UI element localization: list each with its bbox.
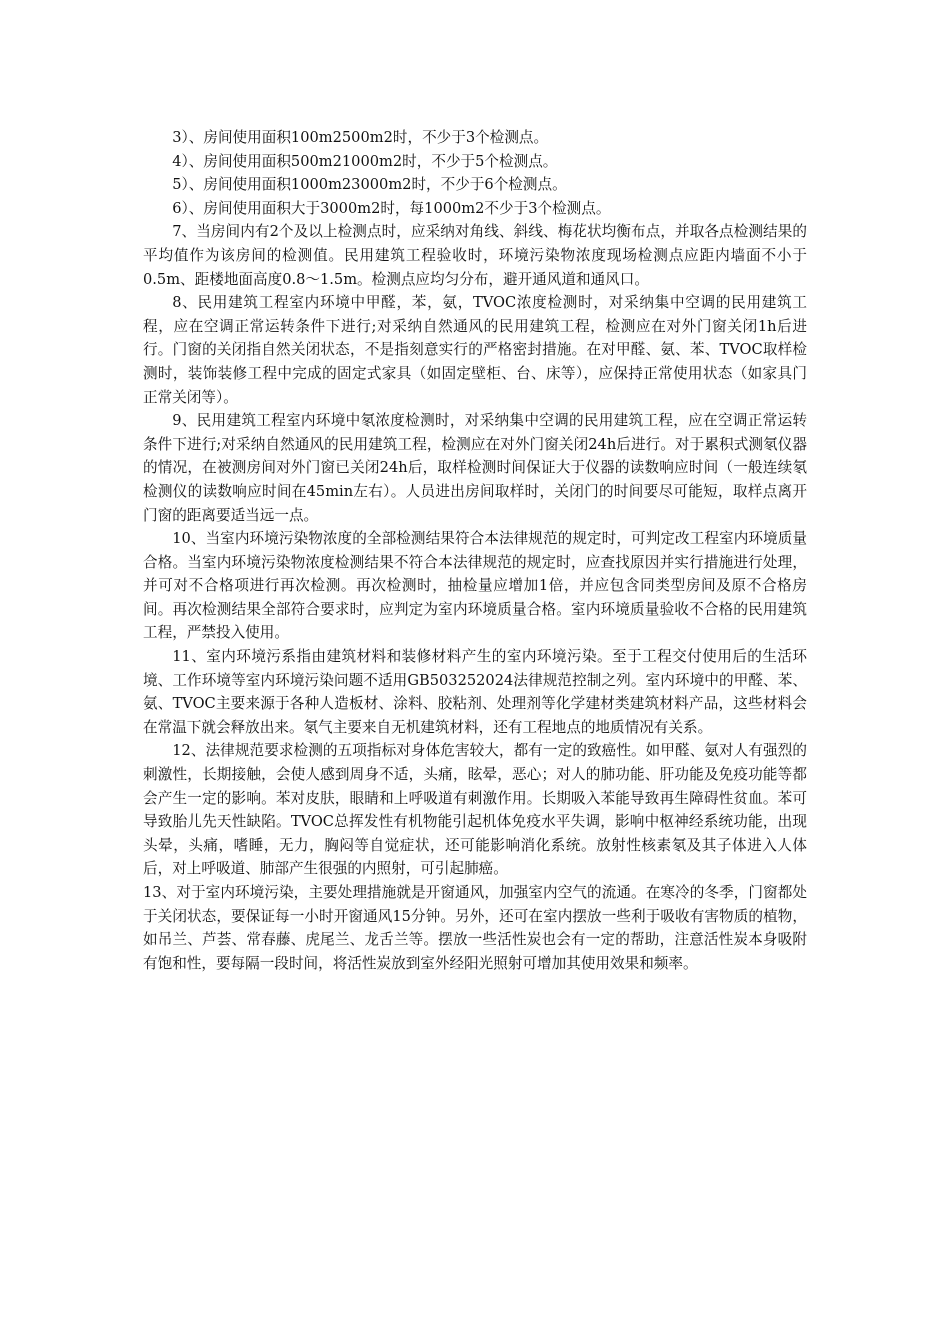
paragraph-13: 13、对于室内环境污染，主要处理措施就是开窗通风，加强室内空气的流通。在寒冷的冬季，门窗都处于关闭状态，要保证每一小时开窗通风15分钟。另外，还可在室内摆放一些利于吸收有害物质的植物，如吊兰、芦荟、常春藤、虎尾兰、龙舌兰等。摆放一些活性炭也会有一定的帮助，注意活性炭本身吸附有饱和性，要每隔一段时间，将活性炭放到室外经阳光照射可增加其使用效果和频率。 <box>143 884 807 972</box>
paragraph-item-3: 3）、房间使用面积100m2500m2时，不少于3个检测点。 <box>172 129 549 146</box>
paragraph-9: 9、民用建筑工程室内环境中氡浓度检测时，对采纳集中空调的民用建筑工程，应在空调正常运转条件下进行;对采纳自然通风的民用建筑工程，检测应在对外门窗关闭24h后进行。对于累积式测氡仪器的情况，在被测房间对外门窗已关闭24h后，取样检测时间保证大于仪器的读数响应时间（一般连续氡检测仪的读数响应时间在45min左右）。人员进出房间取样时，关闭门的时间要尽可能短，取样点离开门窗的距离要适当远一点。 <box>143 412 807 524</box>
paragraph-8: 8、民用建筑工程室内环境中甲醛，苯，氨，TVOC浓度检测时，对采纳集中空调的民用建筑工程，应在空调正常运转条件下进行;对采纳自然通风的民用建筑工程，检测应在对外门窗关闭1h后进行。门窗的关闭指自然关闭状态，不是指刻意实行的严格密封措施。在对甲醛、氨、苯、TVOC取样检测时，装饰装修工程中完成的固定式家具（如固定壁柜、台、床等），应保持正常使用状态（如家具门正常关闭等）。 <box>143 294 807 406</box>
paragraph-11: 11、室内环境污系指由建筑材料和装修材料产生的室内环境污染。至于工程交付使用后的生活环境、工作环境等室内环境污染问题不适用GB503252024法律规范控制之列。室内环境中的甲醛、苯、氨、TVOC主要来源于各种人造板材、涂料、胶粘剂、处理剂等化学建材类建筑材料产品，这些材料会在常温下就会释放出来。氡气主要来自无机建筑材料，还有工程地点的地质情况有关系。 <box>143 648 807 736</box>
paragraph-item-5: 5）、房间使用面积1000m23000m2时，不少于6个检测点。 <box>172 176 567 194</box>
paragraph-item-4: 4）、房间使用面积500m21000m2时，不少于5个检测点。 <box>172 152 558 170</box>
paragraph-10: 10、当室内环境污染物浓度的全部检测结果符合本法律规范的规定时，可判定改工程室内环境质量合格。当室内环境污染物浓度检测结果不符合本法律规范的规定时，应查找原因并实行措施进行处理，并可对不合格项进行再次检测。再次检测时，抽检量应增加1倍，并应包含同类型房间及原不合格房间。再次检测结果全部符合要求时，应判定为室内环境质量合格。室内环境质量验收不合格的民用建筑工程，严禁投入使用。 <box>143 530 807 642</box>
document-body <box>143 126 807 975</box>
paragraph-item-6: 6）、房间使用面积大于3000m2时，每1000m2不少于3个检测点。 <box>172 199 611 217</box>
paragraph-12: 12、法律规范要求检测的五项指标对身体危害较大，都有一定的致癌性。如甲醛、氨对人有强烈的刺激性，长期接触，会使人感到周身不适，头痛，眩晕，恶心；对人的肺功能、肝功能及免疫功能等都会产生一定的影响。苯对皮肤，眼睛和上呼吸道有刺激作用。长期吸入苯能导致再生障碍性贫血。苯可导致胎儿先天性缺陷。TVOC总挥发性有机物能引起机体免疫水平失调，影响中枢神经系统功能，出现头晕，头痛，嗜睡，无力，胸闷等自觉症状，还可能影响消化系统。放射性核素氡及其子体进入人体后，对上呼吸道、肺部产生很强的内照射，可引起肺癌。 <box>143 742 807 878</box>
paragraph-7: 7、当房间内有2个及以上检测点时，应采纳对角线、斜线、梅花状均衡布点，并取各点检测结果的平均值作为该房间的检测值。民用建筑工程验收时，环境污染物浓度现场检测点应距内墙面不小于0.5m、距楼地面高度0.8～1.5m。检测点应均匀分布，避开通风道和通风口。 <box>143 223 807 288</box>
